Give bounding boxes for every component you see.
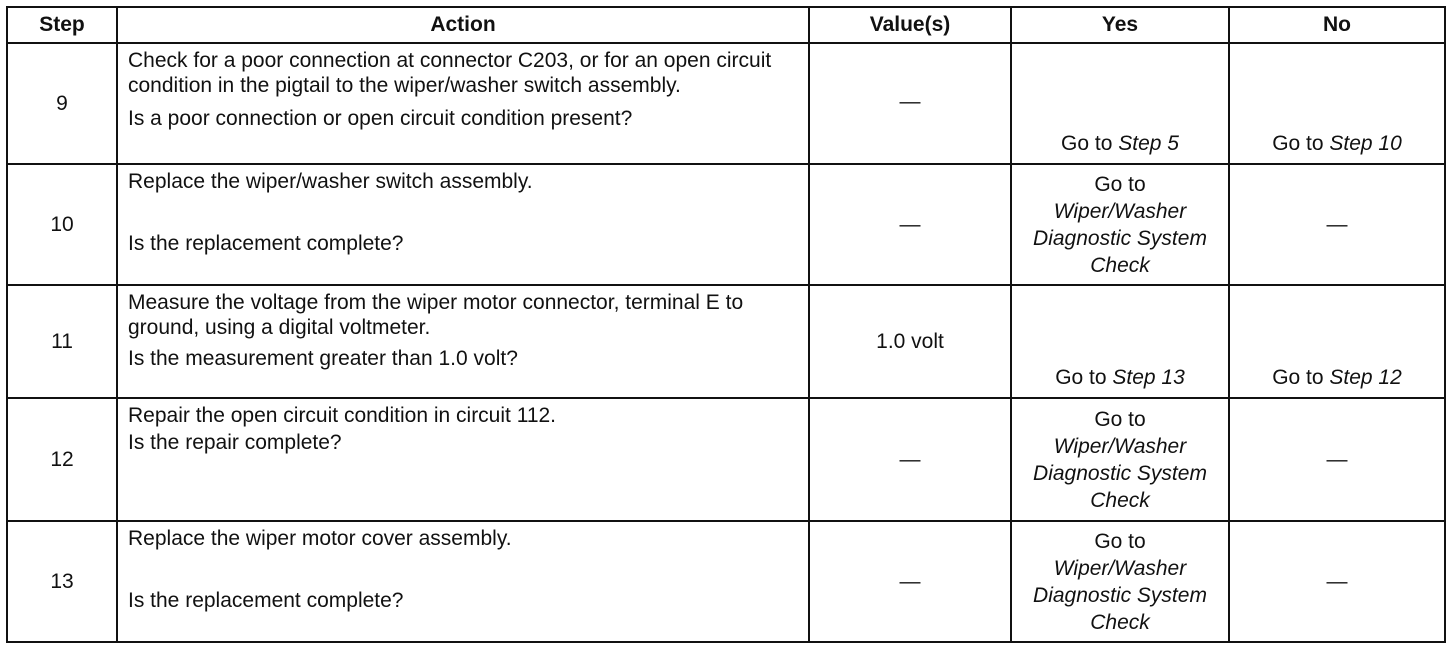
yes-cell bbox=[1011, 521, 1229, 642]
header-yes: Yes bbox=[1011, 7, 1229, 43]
action-question: Is the replacement complete? bbox=[128, 232, 404, 255]
value-cell: — bbox=[809, 164, 1011, 285]
header-row bbox=[7, 7, 1445, 43]
action-text: Replace the wiper motor cover assembly. bbox=[128, 527, 512, 550]
value-cell: — bbox=[809, 398, 1011, 521]
diagnostic-table bbox=[6, 6, 1446, 643]
no-cell: — bbox=[1229, 398, 1445, 521]
yes-step-ref: Step 5 bbox=[1118, 132, 1179, 155]
action-cell bbox=[117, 398, 809, 521]
action-text: Measure the voltage from the wiper motor connector, terminal E to ground, using a digital voltmeter. bbox=[128, 291, 744, 339]
step-number: 13 bbox=[7, 521, 117, 642]
header-action: Action bbox=[117, 7, 809, 43]
yes-prefix: Go to bbox=[1061, 132, 1119, 155]
yes-cell bbox=[1011, 43, 1229, 164]
step-number: 12 bbox=[7, 398, 117, 521]
yes-prefix: Go to bbox=[1094, 172, 1146, 196]
yes-prefix: Go to bbox=[1055, 366, 1113, 389]
step-number: 9 bbox=[7, 43, 117, 164]
header-values: Value(s) bbox=[809, 7, 1011, 43]
no-prefix: Go to bbox=[1272, 132, 1330, 155]
yes-prefix: Go to bbox=[1094, 529, 1146, 553]
yes-step-ref: Wiper/Washer Diagnostic System Check bbox=[1033, 556, 1207, 634]
yes-cell bbox=[1011, 164, 1229, 285]
value-cell: — bbox=[809, 43, 1011, 164]
value-cell: 1.0 volt bbox=[809, 285, 1011, 398]
action-cell bbox=[117, 285, 809, 398]
table-row bbox=[7, 398, 1445, 521]
table-row bbox=[7, 43, 1445, 164]
table-row bbox=[7, 285, 1445, 398]
action-cell bbox=[117, 164, 809, 285]
header-no: No bbox=[1229, 7, 1445, 43]
no-cell bbox=[1229, 285, 1445, 398]
action-text: Replace the wiper/washer switch assembly. bbox=[128, 170, 533, 193]
no-prefix: Go to bbox=[1272, 366, 1330, 389]
yes-cell bbox=[1011, 285, 1229, 398]
action-question: Is the replacement complete? bbox=[128, 589, 404, 612]
no-cell: — bbox=[1229, 164, 1445, 285]
value-cell: — bbox=[809, 521, 1011, 642]
yes-prefix: Go to bbox=[1094, 407, 1146, 431]
step-number: 11 bbox=[7, 285, 117, 398]
yes-step-ref: Wiper/Washer Diagnostic System Check bbox=[1033, 434, 1207, 512]
action-cell bbox=[117, 43, 809, 164]
step-number: 10 bbox=[7, 164, 117, 285]
action-cell bbox=[117, 521, 809, 642]
header-step: Step bbox=[7, 7, 117, 43]
table-row bbox=[7, 164, 1445, 285]
yes-cell bbox=[1011, 398, 1229, 521]
no-cell bbox=[1229, 43, 1445, 164]
no-cell: — bbox=[1229, 521, 1445, 642]
table-row bbox=[7, 521, 1445, 642]
action-question: Is the measurement greater than 1.0 volt? bbox=[128, 347, 518, 370]
no-step-ref: Step 10 bbox=[1329, 132, 1402, 155]
action-text: Repair the open circuit condition in circuit 112. bbox=[128, 404, 557, 427]
action-question: Is a poor connection or open circuit condition present? bbox=[128, 107, 633, 130]
action-question: Is the repair complete? bbox=[128, 431, 342, 454]
no-step-ref: Step 12 bbox=[1329, 366, 1402, 389]
action-text: Check for a poor connection at connector C203, or for an open circuit condition in the pigtail to the wiper/washer switch assembly. bbox=[128, 49, 772, 97]
yes-step-ref: Step 13 bbox=[1112, 366, 1185, 389]
yes-step-ref: Wiper/Washer Diagnostic System Check bbox=[1033, 199, 1207, 277]
